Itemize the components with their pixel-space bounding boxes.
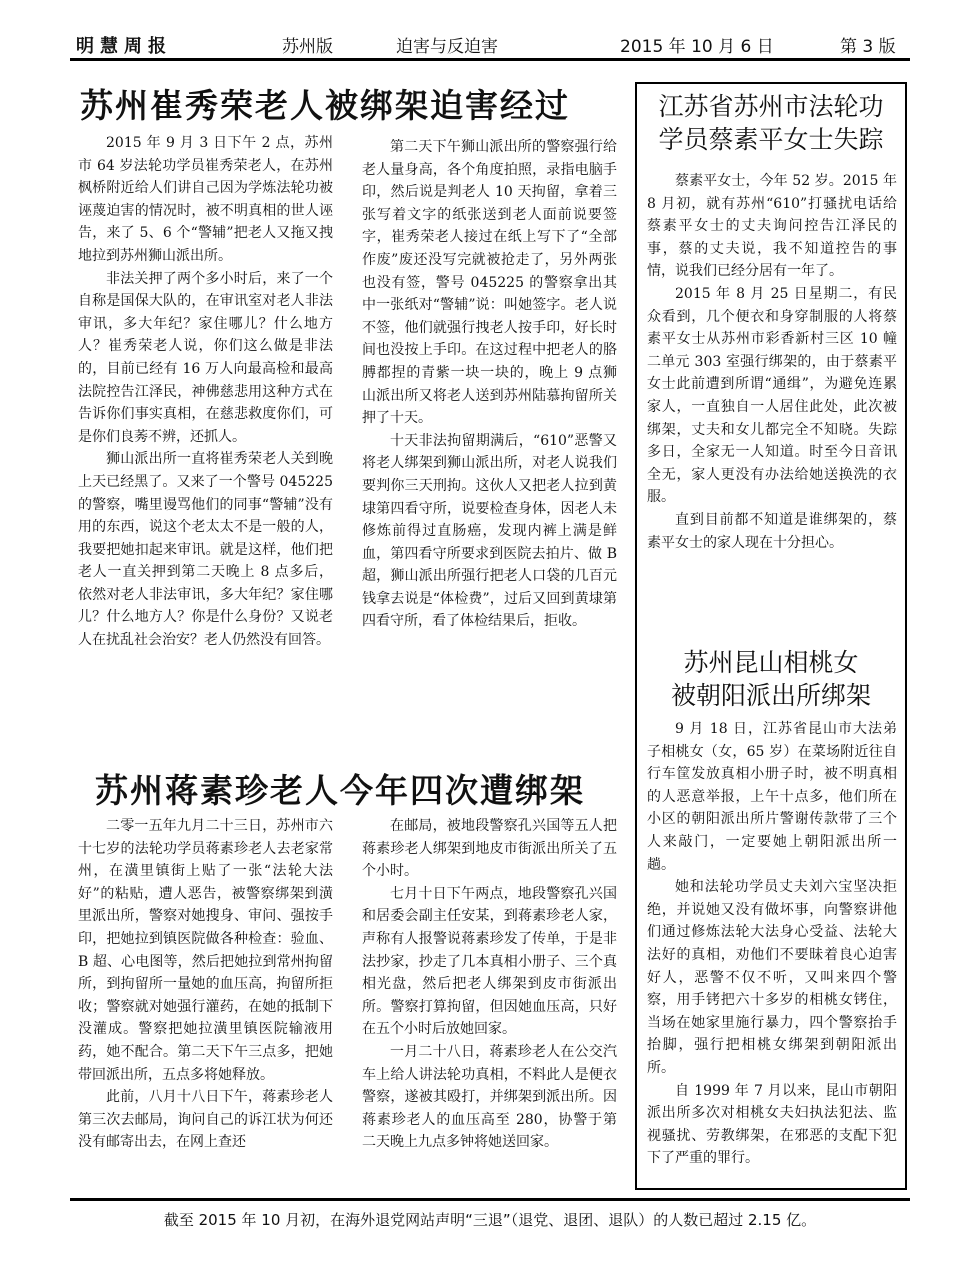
- article1-paragraph: 非法关押了两个多小时后，来了一个自称是国保大队的，在审讯室对老人非法审讯，多大年纪？家住哪儿？什么地方人？崔秀荣老人说，你们这么做是非法的，目前已经有 16 万人向最高检和最高法院控告江泽民，神佛慈悲用这种方式在告诉你们事实真相，在慈悲救度你们，可是你们良莠不辨，还抓人。: [78, 270, 333, 445]
- article2-column-1: [78, 815, 333, 1154]
- sidebar-article1-headline-line1: 江苏省苏州市法轮功: [658, 92, 884, 121]
- sidebar-article2-headline-line2: 被朝阳派出所绑架: [670, 681, 871, 710]
- masthead-rule: [70, 58, 910, 61]
- article2-paragraph: 此前，八月十八日下午，蒋素珍老人第三次去邮局，询问自己的诉江状为何还没有邮寄出去，在网上查还: [78, 1089, 333, 1151]
- article1-paragraph: 狮山派出所一直将崔秀荣老人关到晚上天已经黑了。又来了一个警号 045225 的警察，嘴里谩骂他们的同事“警辅”没有用的东西，说这个老太太不是一般的人，我要把她扣起来审讯。就是这样，他们把老人一直关押到第二天晚上 8 点多后，依然对老人非法审讯，多大年纪？家住哪儿？什么地方人？你是什么身份？又说老人在扰乱社会治安？老人仍然没有回答。: [78, 451, 333, 649]
- masthead: [70, 28, 908, 56]
- sidebar-article2-headline: [637, 646, 905, 712]
- sidebar-article2-headline-line1: 苏州昆山相桃女: [683, 648, 859, 677]
- article1-headline: 苏州崔秀荣老人被绑架迫害经过: [80, 86, 570, 125]
- sidebar-article2-paragraph: 自 1999 年 7 月以来，昆山市朝阳派出所多次对相桃女夫妇执法犯法、监视骚扰、劳教绑架，在邪恶的支配下犯下了严重的罪行。: [647, 1082, 897, 1167]
- article2-paragraph: 一月二十八日，蒋素珍老人在公交汽车上给人讲法轮功真相，不料此人是便衣警察，遂被其殴打，并绑架到派出所。因蒋素珍老人的血压高至 280，协警于第二天晚上九点多钟将她送回家。: [362, 1043, 617, 1151]
- article1-paragraph: 2015 年 9 月 3 日下午 2 点，苏州市 64 岁法轮功学员崔秀荣老人，在苏州枫桥附近给人们讲自己因为学炼法轮功被诬蔑迫害的情况时，被不明真相的世人诬告，来了 5、6 个“警辅”把老人又拖又拽地拉到苏州狮山派出所。: [78, 135, 333, 264]
- article2-paragraph: 二零一五年九月二十三日，苏州市六十七岁的法轮功学员蒋素珍老人去老家常州，在潢里镇街上贴了一张“法轮大法好”的粘贴，遭人恶告，被警察绑架到潢里派出所，警察对她搜身、审问、强按手印，把她拉到镇医院做各种检查：验血、B 超、心电图等，然后把她拉到常州拘留所，到拘留所一量她的血压高，拘留所拒收；警察就对她强行灌药，在她的抵制下没灌成。警察把她拉潢里镇医院输液用药，她不配合。第二天下午三点多，把她带回派出所，五点多将她释放。: [78, 818, 333, 1083]
- article2-paragraph: 七月十日下午两点，地段警察孔兴国和居委会副主任安某，到蒋素珍老人家，声称有人报警说蒋素珍发了传单，于是非法抄家，抄走了几本真相小册子、三个真相光盘，然后把老人绑架到皮市街派出所。警察打算拘留，但因她血压高，只好在五个小时后放她回家。: [362, 885, 617, 1038]
- newspaper-name: 明慧周报: [76, 36, 172, 57]
- sidebar-article1-paragraph: 蔡素平女士，今年 52 岁。2015 年 8 月初，就有苏州“610”打骚扰电话给蔡素平女士的丈夫询问控告江泽民的事，蔡的丈夫说，我不知道控告的事情，说我们已经分居有一年了。: [647, 173, 897, 280]
- article2-column-2: [362, 815, 617, 1154]
- sidebar-box: [635, 82, 907, 1190]
- article1-column-2: [362, 136, 617, 633]
- article2-paragraph: 在邮局，被地段警察孔兴国等五人把蒋素珍老人绑架到地皮市街派出所关了五个小时。: [362, 818, 617, 880]
- article2-headline: 苏州蒋素珍老人今年四次遭绑架: [95, 771, 585, 810]
- article1-paragraph: 第二天下午狮山派出所的警察强行给老人量身高，各个角度拍照，录指电脑手印，然后说是判老人 10 天拘留，拿着三张写着文字的纸张送到老人面前说要签字，崔秀荣老人接过在纸上写下了“全部作废”废还没写完就被抢走了，另外两张也没有签，警号 045225 的警察拿出其中一张纸对“警辅”说：叫她签字。老人说不签，他们就强行拽老人按手印，好长时间也没按上手印。在这过程中把老人的胳膊都捏的青紫一块一块的，晚上 9 点狮山派出所又将老人送到苏州陆慕拘留所关押了十天。: [362, 139, 617, 427]
- sidebar-article1-headline: [637, 90, 905, 156]
- sidebar-article1-paragraph: 直到目前都不知道是谁绑架的，蔡素平女士的家人现在十分担心。: [647, 511, 897, 551]
- sidebar-article1-paragraph: 2015 年 8 月 25 日星期二，有民众看到，几个便衣和身穿制服的人将蔡素平女士从苏州市彩香新村三区 10 幢二单元 303 室强行绑架的，由于蔡素平女士此前遭到所谓“通缉”，为避免连累家人，一直独自一人居住此处，此次被绑架，丈夫和女儿都完全不知晓。失踪多日，全家无一人知道。时至今日音讯全无，家人更没有办法给她送换洗的衣服。: [647, 285, 897, 506]
- article1-column-1: [78, 132, 333, 652]
- sidebar-article1-body: [647, 170, 897, 554]
- footer-rule: [70, 1198, 910, 1201]
- article1-paragraph: 十天非法拘留期满后，“610”恶警又将老人绑架到狮山派出所，对老人说我们要判你三天刑拘。这伙人又把老人拉到黄埭第四看守所，说要检查身体，因老人未修炼前得过直肠癌，发现内裤上满是鲜血，第四看守所要求到医院去拍片、做 B 超，狮山派出所强行把老人口袋的几百元钱拿去说是“体检费”，过后又回到黄埭第四看守所，看了体检结果后，拒收。: [362, 432, 617, 630]
- edition-label: 苏州版: [282, 37, 333, 57]
- footer-notice: 截至 2015 年 10 月初，在海外退党网站声明“三退”（退党、退团、退队）的人数已超过 2.15 亿。: [163, 1211, 817, 1229]
- sidebar-article2-paragraph: 9 月 18 日，江苏省昆山市大法弟子相桃女（女，65 岁）在菜场附近往自行车筐发放真相小册子时，被不明真相的人恶意举报，上午十点多，他们所在小区的朝阳派出所片警谢传款带了三个人来敲门，一定要她上朝阳派出所一趟。: [647, 721, 897, 873]
- sidebar-article2-body: [647, 718, 897, 1170]
- section-label: 迫害与反迫害: [396, 37, 498, 57]
- sidebar-article2-paragraph: 她和法轮功学员丈夫刘六宝坚决拒绝，并说她又没有做坏事，向警察讲他们通过修炼法轮大法身心受益、法轮大法好的真相，劝他们不要昧着良心迫害好人，恶警不仅不听，又叫来四个警察，用手铐把六十多岁的相桃女铐住，当场在她家里施行暴力，四个警察抬手抬脚，强行把相桃女绑架到朝阳派出所。: [647, 879, 897, 1076]
- sidebar-article1-headline-line2: 学员蔡素平女士失踪: [658, 125, 884, 154]
- issue-date: 2015 年 10 月 6 日: [620, 37, 774, 57]
- page-number: 第 3 版: [840, 37, 896, 57]
